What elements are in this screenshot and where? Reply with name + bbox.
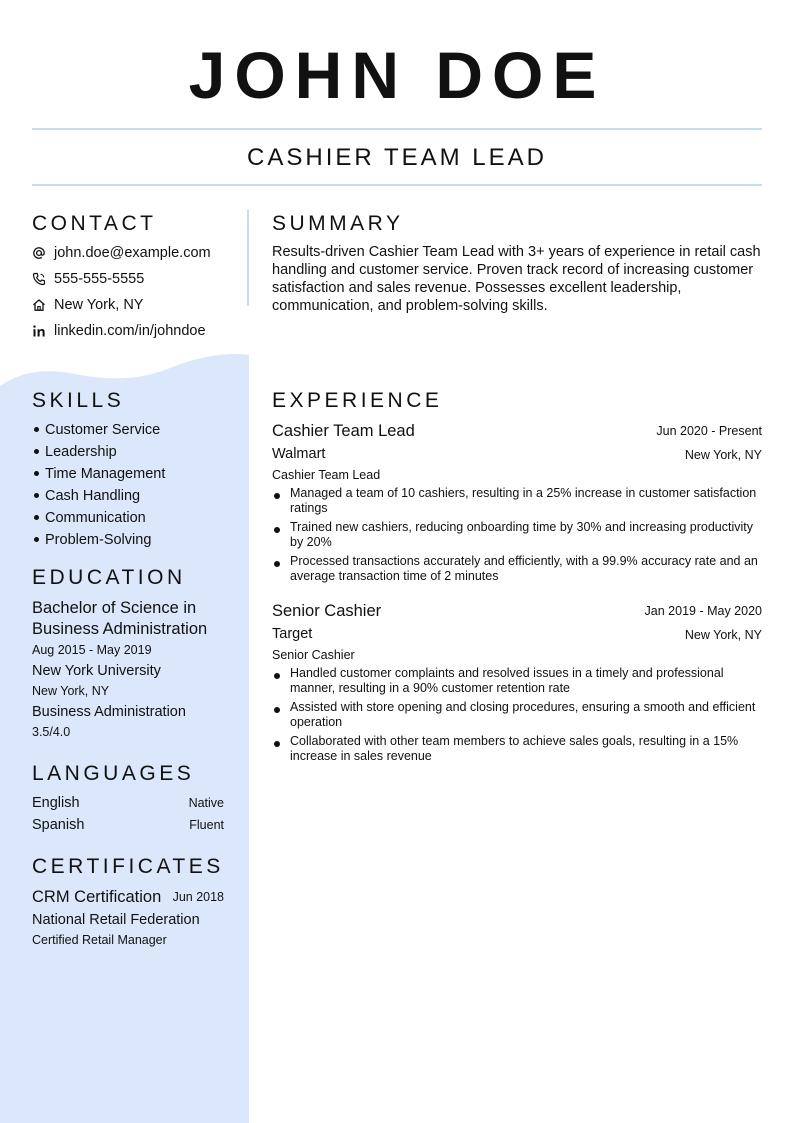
job-bullet: Collaborated with other team members to achieve sales goals, resulting in a 15% increase in sales revenue [272,734,764,764]
education-location: New York, NY [32,684,110,698]
home-icon [32,298,46,312]
skill-item: Time Management [32,463,242,485]
language-name: English [32,795,80,811]
bullet-dot [34,537,39,542]
bullet-dot [274,561,280,567]
contact-email-text: john.doe@example.com [54,245,211,261]
phone-icon [32,272,46,286]
job-title: Senior Cashier [272,602,382,620]
job-bullet: Trained new cashiers, reducing onboarding time by 30% and increasing productivity by 20% [272,520,764,550]
job-bullet: Assisted with store opening and closing procedures, ensuring a smooth and efficient operation [272,700,764,730]
skill-item: Communication [32,507,242,529]
certificate-date: Jun 2018 [172,890,224,904]
skill-item: Leadership [32,441,242,463]
at-icon [32,246,46,260]
language-level: Fluent [189,818,224,832]
language-name: Spanish [32,817,85,833]
education-dates: Aug 2015 - May 2019 [32,643,152,657]
job-role: Cashier Team Lead [272,468,381,482]
education-degree-line2: Business Administration [32,620,208,638]
education-field: Business Administration [32,704,186,720]
header-top-divider [32,128,762,130]
contact-location-text: New York, NY [54,297,144,313]
language-level: Native [188,796,224,810]
bullet-dot [274,673,280,679]
certificate-description: Certified Retail Manager [32,933,167,947]
job-title: Cashier Team Lead [272,422,415,440]
bullet-dot [274,741,280,747]
job-title: CASHIER TEAM LEAD [247,144,547,171]
job-dates: Jan 2019 - May 2020 [644,604,762,618]
candidate-name: JOHN DOE [188,38,606,112]
education-gpa: 3.5/4.0 [32,725,71,739]
bullet-dot [34,515,39,520]
summary-text: Results-driven Cashier Team Lead with 3+ years of experience in retail cash handling and customer service. Proven track record of increasing customer satisfaction and sales revenue. Possesses excellent leadership, communication, and problem-solving skills. [272,244,761,314]
job-bullets [272,666,764,768]
bullet-dot [34,493,39,498]
contact-phone[interactable] [32,269,144,289]
bullet-dot [274,493,280,499]
job-company: Target [272,626,313,642]
job-bullet: Managed a team of 10 cashiers, resulting in a 25% increase in customer satisfaction ratings [272,486,764,516]
certificate-issuer: National Retail Federation [32,912,200,928]
skills-heading: SKILLS [32,389,125,412]
contact-location [32,295,143,315]
education-school: New York University [32,663,161,679]
column-divider [247,210,249,306]
bullet-dot [274,527,280,533]
bullet-dot [34,471,39,476]
contact-heading: CONTACT [32,212,157,235]
job-location: New York, NY [684,628,762,642]
certificate-name: CRM Certification [32,888,162,906]
header-bottom-divider [32,184,762,186]
job-role: Senior Cashier [272,648,355,662]
certificates-heading: CERTIFICATES [32,855,224,878]
job-dates: Jun 2020 - Present [656,424,762,438]
skills-list [32,419,242,551]
contact-phone-text: 555-555-5555 [54,271,145,287]
bullet-dot [34,427,39,432]
experience-heading: EXPERIENCE [272,389,443,412]
job-bullet: Handled customer complaints and resolved issues in a timely and professional manner, resulting in a 90% customer retention rate [272,666,764,696]
bullet-dot [274,707,280,713]
job-location: New York, NY [684,448,762,462]
job-bullet: Processed transactions accurately and efficiently, with a 99.9% accuracy rate and an average transaction time of 2 minutes [272,554,764,584]
summary-heading: SUMMARY [272,212,404,235]
bullet-dot [34,449,39,454]
skill-item: Problem-Solving [32,529,242,551]
contact-email[interactable] [32,243,211,263]
education-degree-line1: Bachelor of Science in [32,599,197,617]
education-heading: EDUCATION [32,566,186,589]
contact-linkedin[interactable] [32,321,206,341]
skill-item: Cash Handling [32,485,242,507]
languages-heading: LANGUAGES [32,762,195,785]
linkedin-icon [32,324,46,338]
skill-item: Customer Service [32,419,242,441]
contact-linkedin-text: linkedin.com/in/johndoe [54,323,206,339]
job-company: Walmart [272,446,326,462]
job-bullets [272,486,764,588]
